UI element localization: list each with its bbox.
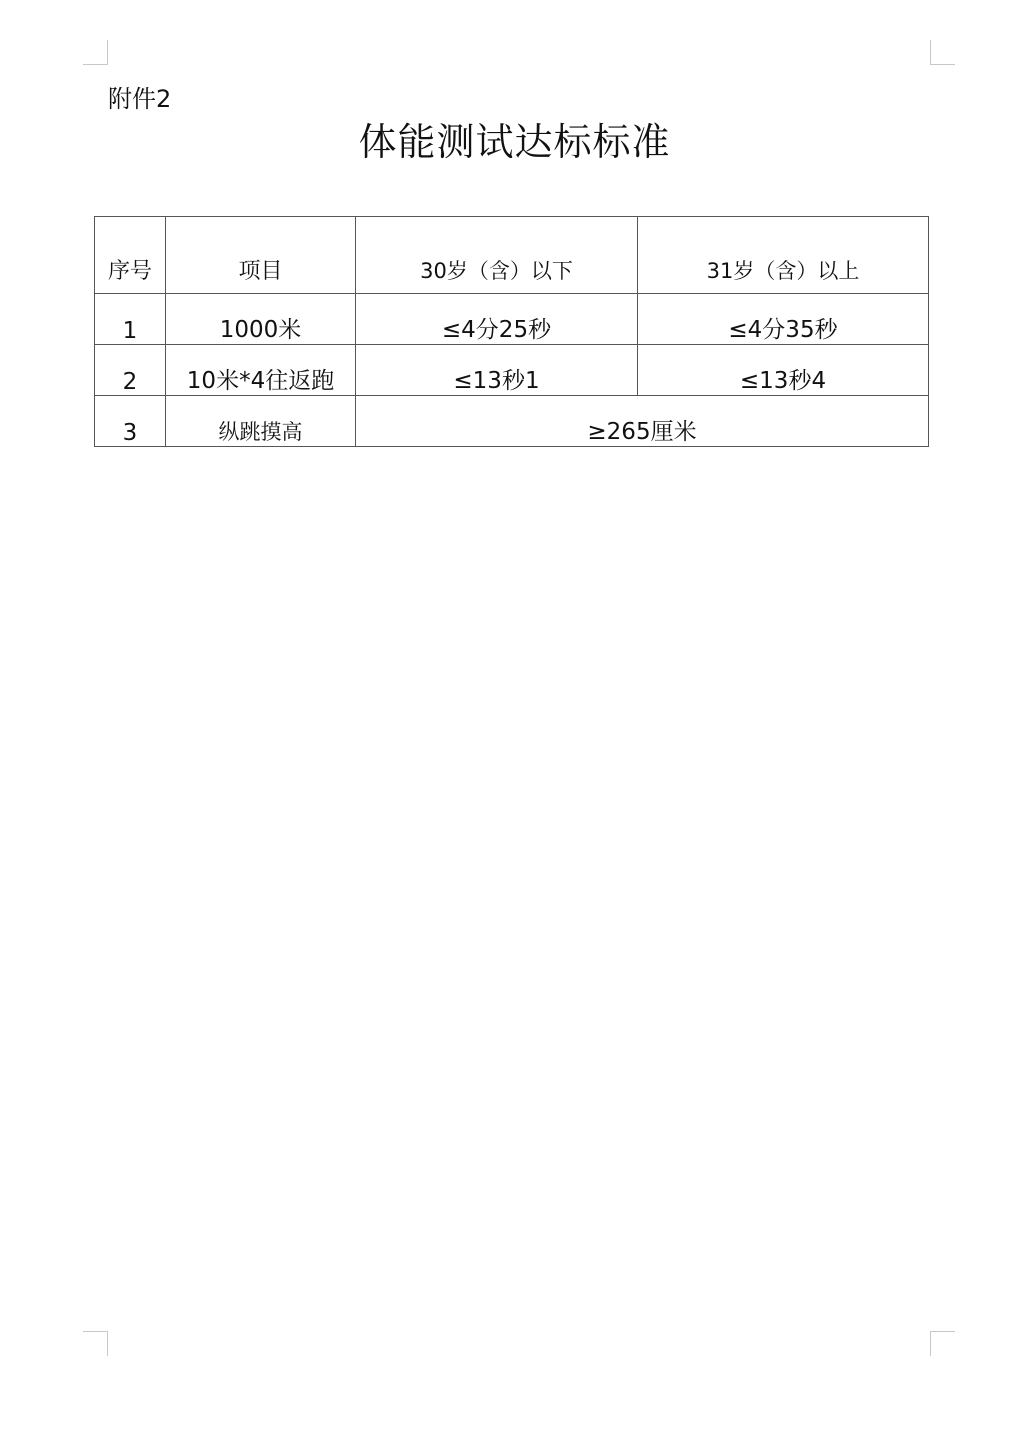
- header-cell-over-31: 31岁（含）以上: [638, 217, 929, 294]
- table-row: [95, 396, 929, 447]
- page-corner-mark-bottom-right: [930, 1331, 955, 1356]
- row-over-31-cell: ≤4分35秒: [638, 294, 929, 345]
- header-cell-item: 项目: [166, 217, 356, 294]
- page-corner-mark-top-right: [930, 40, 955, 65]
- row-number-cell: 1: [95, 294, 166, 345]
- fitness-standards-table: [94, 216, 929, 447]
- row-over-31-cell: ≤13秒4: [638, 345, 929, 396]
- row-item-cell: 1000米: [166, 294, 356, 345]
- table-header-row: [95, 217, 929, 294]
- page-corner-mark-top-left: [83, 40, 108, 65]
- page-corner-mark-bottom-left: [83, 1331, 108, 1356]
- table-row: [95, 345, 929, 396]
- row-item-cell: 10米*4往返跑: [166, 345, 356, 396]
- row-merged-standard-cell: ≥265厘米: [356, 396, 929, 447]
- row-number-cell: 3: [95, 396, 166, 447]
- row-item-cell: 纵跳摸高: [166, 396, 356, 447]
- header-cell-under-30: 30岁（含）以下: [356, 217, 638, 294]
- row-number-cell: 2: [95, 345, 166, 396]
- header-cell-number: 序号: [95, 217, 166, 294]
- document-title: 体能测试达标标准: [358, 120, 671, 164]
- table-row: [95, 294, 929, 345]
- row-under-30-cell: ≤4分25秒: [356, 294, 638, 345]
- row-under-30-cell: ≤13秒1: [356, 345, 638, 396]
- attachment-label: 附件2: [108, 85, 172, 113]
